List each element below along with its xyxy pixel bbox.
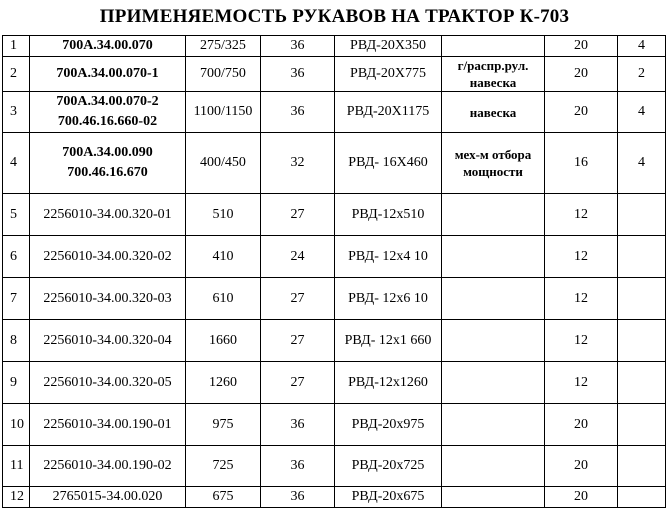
application-note-line: мех-м отбора — [454, 147, 532, 162]
row-number: 10 — [3, 404, 30, 446]
size-cell: 20 — [545, 57, 618, 92]
part-code — [30, 487, 186, 508]
length-cell: 275/325 — [186, 36, 261, 57]
application-note-line: мощности — [463, 164, 523, 179]
table-row — [3, 278, 666, 320]
length-cell: 725 — [186, 446, 261, 487]
quantity-cell — [618, 446, 666, 487]
table-row — [3, 236, 666, 278]
size-cell: 20 — [545, 446, 618, 487]
row-number: 8 — [3, 320, 30, 362]
size-cell: 12 — [545, 236, 618, 278]
hose-designation: РВД-20Х1175 — [335, 92, 442, 133]
hose-designation: РВД-20Х350 — [335, 36, 442, 57]
table-row — [3, 362, 666, 404]
row-number: 9 — [3, 362, 30, 404]
part-code — [30, 278, 186, 320]
application-note — [442, 278, 545, 320]
hose-designation: РВД-12х510 — [335, 194, 442, 236]
part-code — [30, 236, 186, 278]
application-note-line: г/распр.рул. — [457, 58, 529, 73]
application-note — [442, 487, 545, 508]
row-number: 6 — [3, 236, 30, 278]
hose-table — [2, 35, 666, 508]
part-code — [30, 133, 186, 194]
application-note-line: навеска — [469, 75, 517, 90]
table-row — [3, 57, 666, 92]
size-cell: 16 — [545, 133, 618, 194]
part-code-line: 700А.34.00.090 — [62, 145, 153, 160]
part-code-line: 700А.34.00.070-2 — [56, 94, 159, 109]
table-row — [3, 194, 666, 236]
application-note — [442, 194, 545, 236]
table-body — [3, 36, 666, 508]
row-number: 7 — [3, 278, 30, 320]
application-note — [442, 36, 545, 57]
part-code-line: 2256010-34.00.190-02 — [43, 458, 172, 473]
part-code — [30, 362, 186, 404]
diameter-cell: 27 — [261, 362, 335, 404]
part-code — [30, 446, 186, 487]
part-code-line: 2256010-34.00.320-04 — [43, 332, 172, 348]
table-row — [3, 320, 666, 362]
part-code — [30, 194, 186, 236]
hose-designation: РВД- 12х1 660 — [335, 320, 442, 362]
diameter-cell: 36 — [261, 446, 335, 487]
table-row — [3, 36, 666, 57]
hose-designation: РВД-20х675 — [335, 487, 442, 508]
part-code-line: 700А.34.00.070 — [62, 38, 153, 53]
quantity-cell: 4 — [618, 133, 666, 194]
part-code — [30, 92, 186, 133]
row-number: 5 — [3, 194, 30, 236]
quantity-cell — [618, 278, 666, 320]
page-title: ПРИМЕНЯЕМОСТЬ РУКАВОВ НА ТРАКТОР К-703 — [99, 6, 570, 27]
part-code-line: 2765015-34.00.020 — [52, 489, 163, 504]
quantity-cell — [618, 320, 666, 362]
length-cell: 410 — [186, 236, 261, 278]
size-cell: 12 — [545, 362, 618, 404]
size-cell: 20 — [545, 404, 618, 446]
hose-designation: РВД- 12х6 10 — [335, 278, 442, 320]
part-code-line: 700А.34.00.070-1 — [56, 66, 159, 81]
diameter-cell: 27 — [261, 194, 335, 236]
quantity-cell: 4 — [618, 36, 666, 57]
quantity-cell — [618, 362, 666, 404]
application-note-line: навеска — [469, 104, 517, 120]
row-number: 12 — [3, 487, 30, 508]
hose-designation: РВД-20х975 — [335, 404, 442, 446]
length-cell: 1100/1150 — [186, 92, 261, 133]
length-cell: 610 — [186, 278, 261, 320]
application-note — [442, 92, 545, 133]
hose-designation: РВД- 16Х460 — [335, 133, 442, 194]
application-note — [442, 236, 545, 278]
part-code — [30, 404, 186, 446]
diameter-cell: 32 — [261, 133, 335, 194]
size-cell: 12 — [545, 278, 618, 320]
application-note — [442, 57, 545, 92]
quantity-cell: 4 — [618, 92, 666, 133]
table-row — [3, 133, 666, 194]
table-row — [3, 404, 666, 446]
length-cell: 1660 — [186, 320, 261, 362]
length-cell: 510 — [186, 194, 261, 236]
row-number: 3 — [3, 92, 30, 133]
diameter-cell: 36 — [261, 404, 335, 446]
part-code — [30, 36, 186, 57]
part-code-line: 2256010-34.00.320-05 — [43, 374, 172, 390]
quantity-cell — [618, 487, 666, 508]
row-number: 2 — [3, 57, 30, 92]
diameter-cell: 36 — [261, 57, 335, 92]
size-cell: 20 — [545, 36, 618, 57]
diameter-cell: 24 — [261, 236, 335, 278]
diameter-cell: 36 — [261, 92, 335, 133]
length-cell: 975 — [186, 404, 261, 446]
row-number: 11 — [3, 446, 30, 487]
quantity-cell — [618, 236, 666, 278]
hose-designation: РВД-20х725 — [335, 446, 442, 487]
application-note — [442, 320, 545, 362]
length-cell: 400/450 — [186, 133, 261, 194]
size-cell: 20 — [545, 487, 618, 508]
diameter-cell: 27 — [261, 278, 335, 320]
quantity-cell — [618, 404, 666, 446]
part-code — [30, 320, 186, 362]
part-code-line: 700.46.16.670 — [67, 165, 148, 180]
part-code-line: 2256010-34.00.320-03 — [43, 290, 172, 306]
part-code-line: 2256010-34.00.320-02 — [43, 248, 172, 264]
size-cell: 12 — [545, 194, 618, 236]
table-row — [3, 92, 666, 133]
application-note — [442, 446, 545, 487]
hose-designation: РВД-12х1260 — [335, 362, 442, 404]
table-row — [3, 446, 666, 487]
size-cell: 20 — [545, 92, 618, 133]
application-note — [442, 404, 545, 446]
table-row — [3, 487, 666, 508]
hose-designation: РВД- 12х4 10 — [335, 236, 442, 278]
part-code-line: 2256010-34.00.190-01 — [43, 416, 172, 432]
size-cell: 12 — [545, 320, 618, 362]
row-number: 4 — [3, 133, 30, 194]
diameter-cell: 36 — [261, 487, 335, 508]
length-cell: 1260 — [186, 362, 261, 404]
length-cell: 700/750 — [186, 57, 261, 92]
quantity-cell — [618, 194, 666, 236]
part-code — [30, 57, 186, 92]
quantity-cell: 2 — [618, 57, 666, 92]
part-code-line: 700.46.16.660-02 — [57, 114, 158, 129]
row-number: 1 — [3, 36, 30, 57]
part-code-line: 2256010-34.00.320-01 — [43, 206, 172, 222]
hose-designation: РВД-20Х775 — [335, 57, 442, 92]
length-cell: 675 — [186, 487, 261, 508]
application-note — [442, 133, 545, 194]
diameter-cell: 36 — [261, 36, 335, 57]
diameter-cell: 27 — [261, 320, 335, 362]
application-note — [442, 362, 545, 404]
